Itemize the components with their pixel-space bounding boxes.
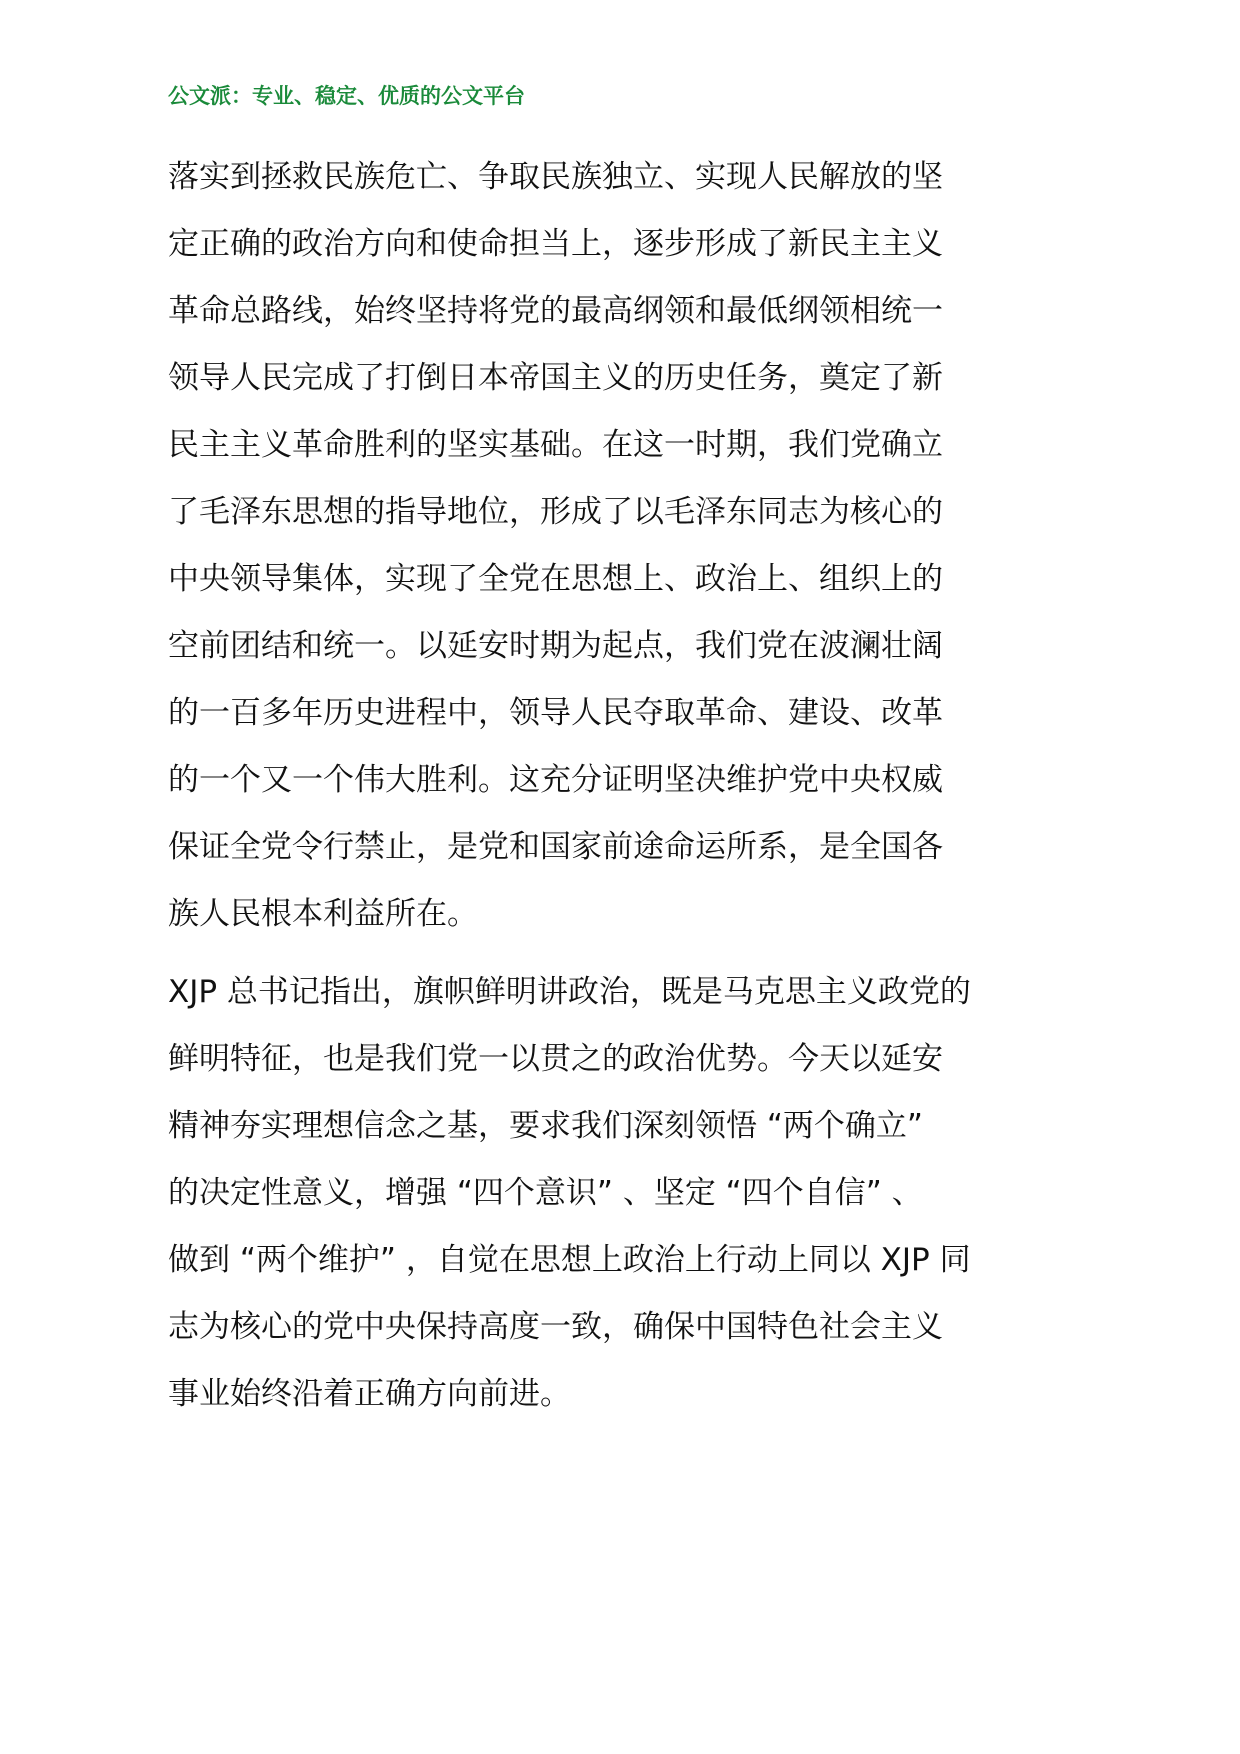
text-line: XJP 总书记指出，旗帜鲜明讲政治，既是马克思主义政党的 xyxy=(168,974,971,1010)
text-line: 民主主义革命胜利的坚实基础。在这一时期，我们党确立 xyxy=(168,427,943,463)
text-line: 保证全党令行禁止，是党和国家前途命运所系，是全国各 xyxy=(168,829,943,865)
site-header: 公文派：专业、稳定、优质的公文平台 xyxy=(168,84,525,108)
text-line: 的决定性意义，增强 “四个意识” 、坚定 “四个自信” 、 xyxy=(168,1175,923,1211)
text-line: 了毛泽东思想的指导地位，形成了以毛泽东同志为核心的 xyxy=(168,494,943,530)
text-line: 中央领导集体，实现了全党在思想上、政治上、组织上的 xyxy=(168,561,943,597)
paragraph-1 xyxy=(168,144,942,948)
text-line: 志为核心的党中央保持高度一致，确保中国特色社会主义 xyxy=(168,1309,943,1345)
text-line: 族人民根本利益所在。 xyxy=(168,896,478,932)
text-line: 的一个又一个伟大胜利。这充分证明坚决维护党中央权威 xyxy=(168,762,943,798)
text-line: 领导人民完成了打倒日本帝国主义的历史任务，奠定了新 xyxy=(168,360,943,396)
text-line: 的一百多年历史进程中，领导人民夺取革命、建设、改革 xyxy=(168,695,943,731)
text-line: 鲜明特征，也是我们党一以贯之的政治优势。今天以延安 xyxy=(168,1041,943,1077)
text-line: 空前团结和统一。以延安时期为起点，我们党在波澜壮阔 xyxy=(168,628,943,664)
text-line: 定正确的政治方向和使命担当上，逐步形成了新民主主义 xyxy=(168,226,943,262)
text-line: 精神夯实理想信念之基，要求我们深刻领悟 “两个确立” xyxy=(168,1108,923,1144)
text-line: 事业始终沿着正确方向前进。 xyxy=(168,1376,571,1412)
text-line: 革命总路线，始终坚持将党的最高纲领和最低纲领相统一 xyxy=(168,293,943,329)
text-line: 做到 “两个维护” ，自觉在思想上政治上行动上同以 XJP 同 xyxy=(168,1242,971,1278)
text-line: 落实到拯救民族危亡、争取民族独立、实现人民解放的坚 xyxy=(168,159,943,195)
paragraph-2 xyxy=(168,959,971,1428)
